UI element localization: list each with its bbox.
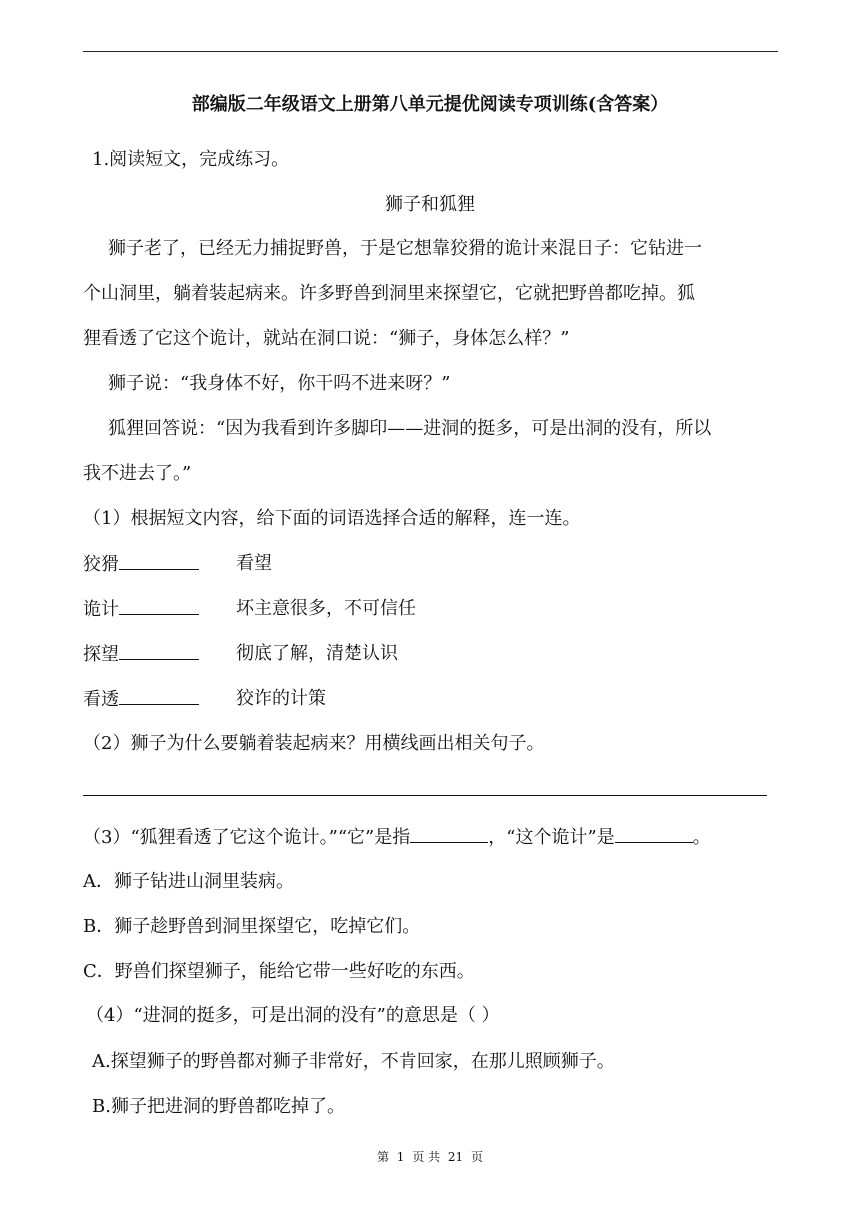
match-word: 狡猾 — [83, 551, 199, 578]
story-line: 狸看透了它这个诡计，就站在洞口说：“狮子，身体怎么样？” — [83, 328, 570, 349]
match-word: 看透 — [83, 686, 199, 713]
option-c: C．野兽们探望狮子，能给它带一些好吃的东西。 — [83, 961, 475, 982]
option-a: A.探望狮子的野兽都对狮子非常好，不肯回家，在那儿照顾狮子。 — [92, 1051, 615, 1072]
match-definition: 彻底了解，清楚认识 — [236, 643, 398, 664]
sub-question-4: （4）“进洞的挺多，可是出洞的没有”的意思是（ ） — [86, 1005, 500, 1026]
story-title: 狮子和狐狸 — [385, 194, 475, 215]
answer-blank[interactable] — [410, 824, 488, 843]
page-title: 部编版二年级语文上册第八单元提优阅读专项训练(含答案） — [191, 94, 669, 115]
story-line: 我不进去了。” — [83, 463, 192, 484]
answer-blank[interactable] — [119, 686, 199, 705]
answer-blank[interactable] — [119, 596, 199, 615]
footer-mid: 页 共 — [412, 1150, 441, 1164]
story-line: 个山洞里，躺着装起病来。许多野兽到洞里来探望它，它就把野兽都吃掉。狐 — [83, 283, 695, 304]
match-definition: 狡诈的计策 — [236, 688, 326, 709]
header-rule — [83, 51, 778, 52]
option-a: A．狮子钻进山洞里装病。 — [83, 871, 294, 892]
sub-question-3: （3）“狐狸看透了它这个诡计。”“它”是指 ，“这个诡计”是 。 — [83, 824, 711, 851]
match-word: 探望 — [83, 641, 199, 668]
story-line: 狐狸回答说：“因为我看到许多脚印——进洞的挺多，可是出洞的没有，所以 — [108, 418, 712, 439]
answer-blank[interactable] — [119, 551, 199, 570]
footer-suffix: 页 — [471, 1150, 484, 1164]
option-b: B.狮子把进洞的野兽都吃掉了。 — [92, 1096, 345, 1117]
answer-blank[interactable] — [615, 824, 693, 843]
page-total: 21 — [447, 1150, 464, 1164]
answer-blank[interactable] — [119, 641, 199, 660]
page-number: 1 — [396, 1150, 405, 1164]
match-word: 诡计 — [83, 596, 199, 623]
question-prompt: 1.阅读短文，完成练习。 — [92, 149, 290, 170]
answer-line[interactable] — [83, 795, 767, 796]
story-line: 狮子说：“我身体不好，你干吗不进来呀？” — [108, 373, 451, 394]
page-footer — [0, 1149, 860, 1165]
option-b: B．狮子趁野兽到洞里探望它，吃掉它们。 — [83, 916, 421, 937]
match-definition: 看望 — [236, 553, 272, 574]
sub-question-2: （2）狮子为什么要躺着装起病来？用横线画出相关句子。 — [83, 733, 545, 754]
footer-prefix: 第 — [376, 1150, 389, 1164]
match-definition: 坏主意很多，不可信任 — [236, 598, 416, 619]
sub-question-1: （1）根据短文内容，给下面的词语选择合适的解释，连一连。 — [83, 508, 581, 529]
story-line: 狮子老了，已经无力捕捉野兽，于是它想靠狡猾的诡计来混日子：它钻进一 — [108, 238, 702, 259]
